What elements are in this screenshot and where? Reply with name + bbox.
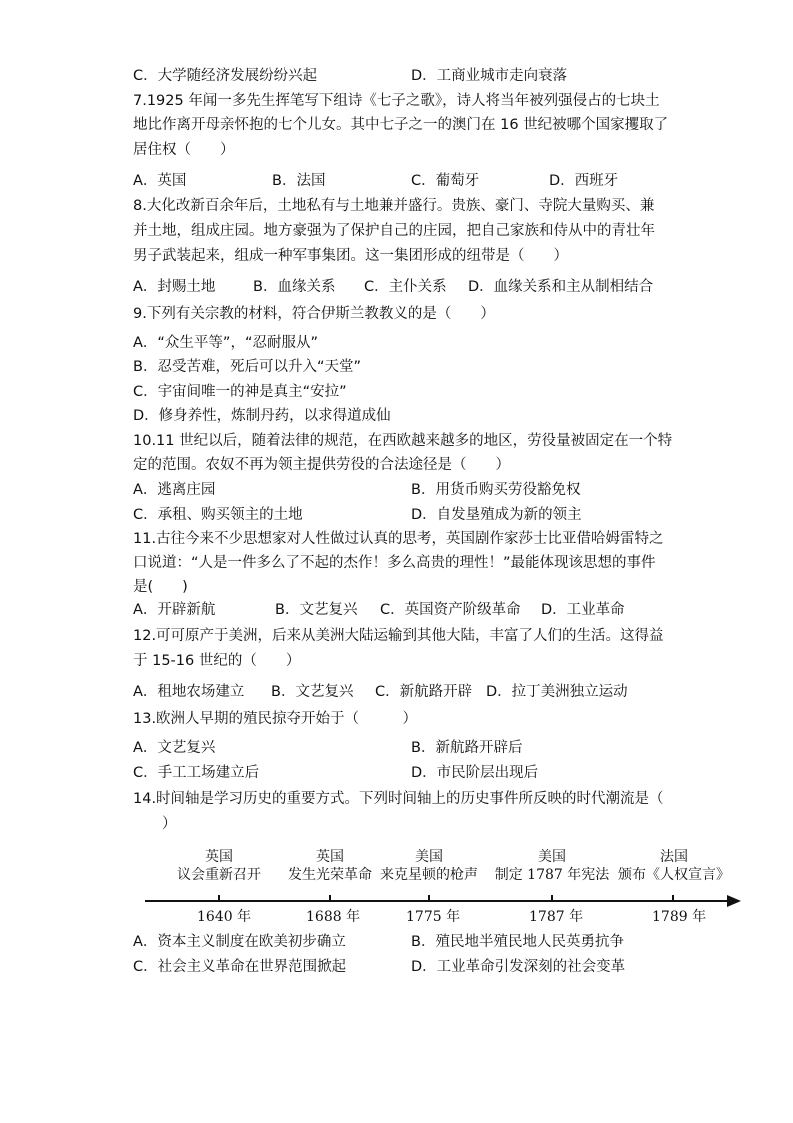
- q7-stem-line: 居住权（ ）: [133, 142, 235, 158]
- q11-stem-line: 11.古往今来不少思想家对人性做过认真的思考，英国剧作家莎士比亚借哈姆雷特之: [133, 531, 664, 547]
- q7-option-d: D．西班牙: [549, 173, 619, 189]
- q8-option-d: D．血缘关系和主从制相结合: [468, 279, 654, 295]
- q9-option-b: B．忍受苦难，死后可以升入“天堂”: [133, 359, 361, 375]
- q11-option-d: D．工业革命: [541, 602, 625, 618]
- timeline-year: 1787 年: [529, 909, 584, 925]
- timeline-year: 1775 年: [406, 909, 461, 925]
- q9-option-a: A．“众生平等”，“忍耐服从”: [133, 335, 318, 351]
- q8-option-c: C．主仆关系: [364, 279, 447, 295]
- q12-option-a: A．租地农场建立: [133, 684, 245, 700]
- timeline-event-text: 来克星顿的枪声: [380, 867, 478, 883]
- q13-option-c: C．手工工场建立后: [133, 765, 260, 781]
- timeline-event-text: 议会重新召开: [177, 867, 261, 883]
- timeline-year: 1640 年: [197, 909, 252, 925]
- timeline-country: 英国: [205, 849, 233, 865]
- q13-option-a: A．文艺复兴: [133, 740, 216, 756]
- timeline-country: 英国: [316, 849, 344, 865]
- timeline-event-text: 颁布《人权宣言》: [618, 867, 730, 883]
- q10-option-b: B．用货币购买劳役豁免权: [411, 482, 581, 498]
- q14-stem-line: 14.时间轴是学习历史的重要方式。下列时间轴上的历史事件所反映的时代潮流是（: [133, 791, 664, 807]
- q12-option-c: C．新航路开辟: [375, 684, 473, 700]
- timeline-year: 1688 年: [306, 909, 361, 925]
- q14-timeline: [143, 843, 743, 925]
- timeline-year: 1789 年: [652, 909, 707, 925]
- timeline-country: 美国: [538, 849, 566, 865]
- q13-stem-line: 13.欧洲人早期的殖民掠夺开始于（ ）: [133, 711, 418, 727]
- q8-stem-line: 并土地，组成庄园。地方豪强为了保护自己的庄园，把自己家族和侍从中的青壮年: [133, 223, 655, 239]
- q12-option-b: B．文艺复兴: [271, 684, 354, 700]
- q10-option-d: D．自发垦殖成为新的领主: [411, 507, 582, 523]
- timeline-event-5: [607, 848, 741, 884]
- timeline-event-3: [371, 848, 487, 884]
- timeline-country: 法国: [660, 849, 688, 865]
- q7-option-c: C．葡萄牙: [411, 173, 480, 189]
- q9-option-c: C．宇宙间唯一的神是真主“安拉”: [133, 384, 347, 400]
- q12-stem-line: 12.可可原产于美洲，后来从美洲大陆运输到其他大陆，丰富了人们的生活。这得益: [133, 628, 664, 644]
- q7-stem-line: 地比作离开母亲怀抱的七个儿女。其中七子之一的澳门在 16 世纪被哪个国家攫取了: [133, 117, 669, 133]
- timeline-event-text: 发生光荣革命: [288, 867, 372, 883]
- q11-option-b: B．文艺复兴: [275, 602, 358, 618]
- q14-option-a: A．资本主义制度在欧美初步确立: [133, 934, 346, 950]
- timeline-arrow-icon: [727, 895, 741, 907]
- q6-option-d: D．工商业城市走向衰落: [411, 68, 568, 84]
- q12-option-d: D．拉丁美洲独立运动: [486, 684, 628, 700]
- q9-option-d: D．修身养性，炼制丹药，以求得道成仙: [133, 408, 391, 424]
- q11-option-a: A．开辟新航: [133, 602, 216, 618]
- q8-option-b: B．血缘关系: [253, 279, 336, 295]
- q10-option-a: A．逃离庄园: [133, 482, 216, 498]
- q14-option-c: C．社会主义革命在世界范围掀起: [133, 959, 347, 975]
- q14-option-b: B．殖民地半殖民地人民英勇抗争: [411, 934, 624, 950]
- q10-option-c: C．承租、购买领主的土地: [133, 507, 303, 523]
- q12-stem-line: 于 15-16 世纪的（ ）: [133, 653, 301, 669]
- q7-option-b: B．法国: [272, 173, 326, 189]
- q6-option-c: C．大学随经济发展纷纷兴起: [133, 68, 318, 84]
- timeline-event-4: [489, 848, 615, 884]
- q7-stem-line: 7.1925 年闻一多先生挥笔写下组诗《七子之歌》，诗人将当年被列强侵占的七块土: [133, 93, 660, 109]
- q10-stem-line: 定的范围。农奴不再为领主提供劳役的合法途径是（ ）: [133, 457, 510, 473]
- q11-stem-line: 是( ): [133, 579, 188, 595]
- q7-option-a: A．英国: [133, 173, 187, 189]
- q8-option-a: A．封赐土地: [133, 279, 216, 295]
- q8-stem-line: 男子武装起来，组成一种军事集团。这一集团形成的纽带是（ ）: [133, 248, 568, 264]
- q13-option-b: B．新航路开辟后: [411, 740, 523, 756]
- q8-stem-line: 8.大化改新百余年后，土地私有与土地兼并盛行。贵族、豪门、寺院大量购买、兼: [133, 198, 655, 214]
- q13-option-d: D．市民阶层出现后: [411, 765, 539, 781]
- q14-stem-line: ）: [133, 816, 177, 832]
- q9-stem-line: 9.下列有关宗教的材料，符合伊斯兰教教义的是（ ）: [133, 306, 495, 322]
- q11-option-c: C．英国资产阶级革命: [380, 602, 521, 618]
- q11-stem-line: 口说道：“人是一件多么了不起的杰作！多么高贵的理性！”最能体现该思想的事件: [133, 555, 656, 571]
- q14-option-d: D．工业革命引发深刻的社会变革: [411, 959, 626, 975]
- timeline-event-1: [169, 848, 269, 884]
- timeline-country: 美国: [415, 849, 443, 865]
- timeline-event-text: 制定 1787 年宪法: [494, 867, 610, 883]
- q10-stem-line: 10.11 世纪以后，随着法律的规范，在西欧越来越多的地区，劳役量被固定在一个特: [133, 433, 673, 449]
